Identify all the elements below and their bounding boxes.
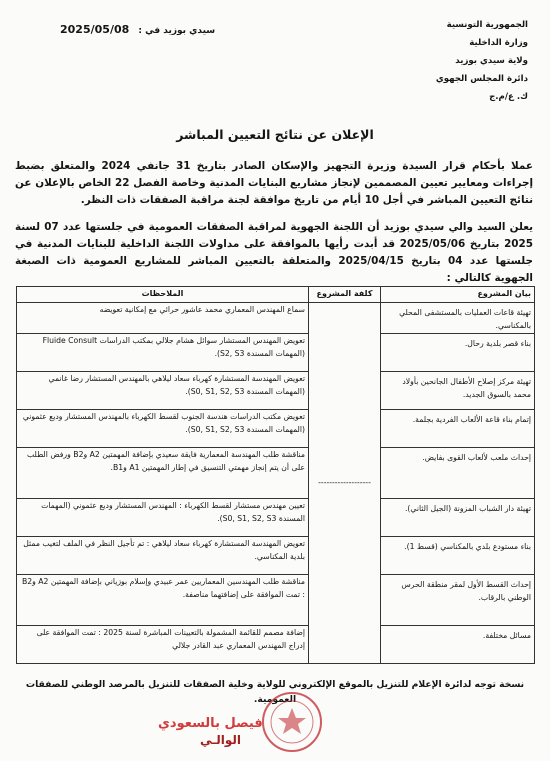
header-line: ك. ع/م.ج: [489, 92, 528, 102]
header-project: بيان المشروع: [381, 287, 535, 303]
notes-cell: مناقشة طلب المهندسة المعمارية فايقة سعيدي بإضافة المهمتين A2 وB2 ورفض الطلب على أن يتم إنجاز مهمتي التنسيق في إطار المهمتين A1 وB1.: [17, 448, 309, 499]
date-line: [60, 23, 215, 36]
project-cell: إحداث ملعب لألعاب القوى بفايض.: [381, 448, 535, 499]
project-cell: بناء قصر بلدية رحال.: [381, 334, 535, 372]
cost-cell: -------------------: [309, 303, 381, 664]
notes-cell: تعويض المهندس المستشار سوائل هشام جلالي بمكتب الدراسات Fluide Consult (المهمات المسندة S2, S3).: [17, 334, 309, 372]
table-header-row: [17, 287, 535, 303]
project-cell: تهيئة دار الشباب المزونة (الجيل الثاني).: [381, 499, 535, 537]
table-row: [17, 334, 535, 372]
table-row: [17, 499, 535, 537]
date-place: سيدي بوزيد في :: [138, 26, 216, 36]
header-cost: كلفة المشروع: [309, 287, 381, 303]
header-line: وزارة الداخلية: [469, 38, 528, 48]
notes-cell: تعويض المهندسة المستشارة كهرباء سعاد ليلاهي بالمهندس المستشار رضا غانمي (المهمات المسندة S0, S1, S2, S3).: [17, 372, 309, 410]
table-row: [17, 626, 535, 664]
date-value: 2025/05/08: [60, 23, 130, 36]
paragraph-announcement: يعلن السيد والي سيدي بوزيد أن اللجنة الجهوية لمراقبة الصفقات العمومية في جلستها عدد 07 لسنة 2025 بتاريخ 2025/05/06 قد أبدت رأيها بالموافقة على مداولات اللجنة الداخلية للبنايات المدنية في جلستها عدد 04 بتاريخ 2025/04/15 والمتعلقة بالتعيين المباشر للمشاريع العمومية ذات الصبغة الجهوية كالتالي :: [15, 221, 533, 284]
notes-cell: إضافة مصمم للقائمة المشمولة بالتعيينات المباشرة لسنة 2025 : تمت الموافقة على إدراج المهندس المعماري عبد القادر جلالي: [17, 626, 309, 664]
header-line: دائرة المجلس الجهوي: [435, 74, 528, 84]
notes-cell: تعويض المهندسة المستشارة كهرباء سعاد ليلاهي : تم تأجيل النظر في الملف لتغيب ممثل بلدية المكناسي.: [17, 537, 309, 575]
official-stamp: [260, 690, 324, 754]
project-cell: تهيئة مركز إصلاح الأطفال الجانحين بأولاد محمد بالسوق الجديد.: [381, 372, 535, 410]
notes-cell: تعيين مهندس مستشار لقسط الكهرباء : المهندس المستشار وديع عثموني (المهمات المسندة S0, S1, S2, S3).: [17, 499, 309, 537]
table-row: [17, 303, 535, 334]
header-line: الجمهورية التونسية: [446, 20, 528, 30]
signatory-title: الوالـي: [200, 733, 242, 747]
results-table: [16, 286, 535, 664]
table-row: [17, 448, 535, 499]
distribution-note: نسخة توجه لدائرة الإعلام للتنزيل بالموقع الإلكتروني للولاية وخلية الصفقات للتنزيل بالمرصد الوطني للصفقات العمومية.: [25, 679, 525, 705]
project-cell: إحداث القسط الأول لمقر منطقة الحرس الوطني بالرقاب.: [381, 575, 535, 626]
page-title: الإعلان عن نتائج التعيين المباشر: [176, 127, 374, 142]
paragraph-legal-basis: عملا بأحكام قرار السيدة وزيرة التجهيز والإسكان الصادر بتاريخ 31 جانفي 2024 والمتعلق بضبط إجراءات ومعايير تعيين المصممين لإنجاز مشاريع البنايات المدنية وخاصة الفصل 22 الخاص بالإعلان عن نتائج التعيين المباشر في أجل 10 أيام من تاريخ موافقة لجنة مراقبة الصفقات ذات النظر.: [15, 160, 534, 206]
header-line: ولاية سيدي بوزيد: [455, 56, 528, 66]
table-row: [17, 372, 535, 410]
notes-cell: سماع المهندس المعماري محمد عاشور حرائي مع إمكانية تعويضه: [17, 303, 309, 334]
project-cell: بناء مستودع بلدي بالمكناسي (قسط 1).: [381, 537, 535, 575]
signatory-name: فيصل بالسعودي: [158, 716, 263, 731]
project-cell: مسائل مختلفة.: [381, 626, 535, 664]
notes-cell: تعويض مكتب الدراسات هندسة الجنوب لقسط الكهرباء بالمهندس المستشار وديع عثموني (المهمات المسندة S0, S1, S2, S3).: [17, 410, 309, 448]
official-header: [368, 16, 528, 106]
notes-cell: مناقشة طلب المهندسين المعماريين عمر عبيدي وإسلام بوزياني بإضافة المهمتين A2 وB2 : تمت الموافقة على إضافتهما مناصفة.: [17, 575, 309, 626]
table-row: [17, 537, 535, 575]
project-cell: تهيئة قاعات العمليات بالمستشفى المحلي بالمكناسي.: [381, 303, 535, 334]
project-cell: إتمام بناء قاعة الألعاب الفردية بجلمة.: [381, 410, 535, 448]
table-row: [17, 410, 535, 448]
table-row: [17, 575, 535, 626]
header-notes: الملاحظات: [17, 287, 309, 303]
